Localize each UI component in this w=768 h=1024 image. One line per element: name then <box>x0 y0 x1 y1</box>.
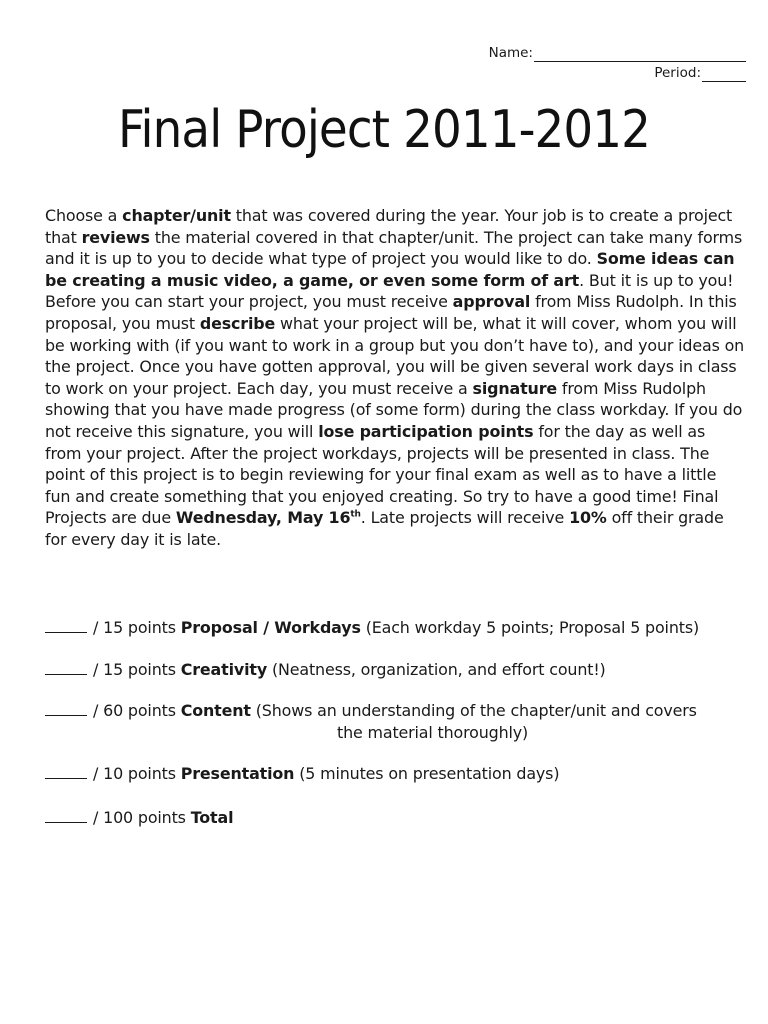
grading-rubric <box>45 617 750 829</box>
rubric-row <box>45 659 750 681</box>
intro-text: from Miss Rudolph showing that you have made progress (of some form) during the class workday. If you do not receive this signature, you will <box>45 378 743 441</box>
header-fields <box>426 44 746 84</box>
intro-bold: describe <box>199 313 276 333</box>
rubric-category: Total <box>190 807 234 827</box>
rubric-detail: (Shows an understanding of the chapter/unit and covers <box>250 701 697 721</box>
rubric-row <box>45 700 750 743</box>
due-date <box>176 508 361 527</box>
rubric-points: / 10 points <box>93 764 181 784</box>
rubric-points: / 60 points <box>93 701 181 721</box>
rubric-text <box>93 617 750 639</box>
due-date-text: Wednesday, May 16 <box>175 508 351 528</box>
intro-bold: signature <box>472 378 558 398</box>
rubric-detail: (Neatness, organization, and effort count!) <box>267 659 606 679</box>
rubric-category: Creativity <box>180 659 268 679</box>
period-blank[interactable] <box>702 67 746 82</box>
intro-text: for the day as well as from your project. After the project workdays, projects will be presented in class. The point of this project is to begin reviewing for your final exam as well as to have a little fun and create something that you enjoyed creating. So try to have a good time! Final Projects are due <box>45 421 719 528</box>
intro-text: the material covered in that chapter/unit. The project can take many forms and it is up to you to decide what type of project you would like to do. <box>45 227 743 269</box>
name-field[interactable] <box>426 44 746 62</box>
rubric-detail: (5 minutes on presentation days) <box>294 764 560 784</box>
score-blank[interactable] <box>45 617 87 633</box>
intro-text: that was covered during the year. Your job is to create a project that <box>45 206 733 247</box>
intro-bold: reviews <box>81 227 150 247</box>
score-blank[interactable] <box>45 807 87 823</box>
intro-bold: lose participation points <box>318 421 534 441</box>
rubric-text <box>93 659 750 681</box>
instructions-paragraph <box>45 205 745 551</box>
name-label: Name: <box>488 45 533 61</box>
rubric-row-total <box>45 807 750 829</box>
rubric-text <box>93 807 750 829</box>
rubric-category: Presentation <box>180 764 295 784</box>
rubric-detail-continued: the material thoroughly) <box>337 722 529 742</box>
rubric-category: Content <box>180 701 251 721</box>
intro-text: what your project will be, what it will cover, whom you will be working with (if you want to work in a group but you don’t have to), and your ideas on the project. Once you have gotten approval, you will be given several work days in class to work on your project. Each day, you must receive a <box>45 313 745 398</box>
score-blank[interactable] <box>45 700 87 716</box>
page-title: Final Project 2011-2012 <box>117 100 651 160</box>
intro-text: . Late projects will receive <box>360 508 570 528</box>
intro-bold: chapter/unit <box>122 206 231 225</box>
rubric-points: / 100 points <box>93 807 191 827</box>
intro-text: . But it is up to you! Before you can start your project, you must receive <box>45 270 734 312</box>
score-blank[interactable] <box>45 763 87 779</box>
period-field[interactable] <box>426 64 746 82</box>
rubric-text <box>93 700 750 743</box>
period-label: Period: <box>654 65 701 81</box>
due-date-suffix: th <box>350 510 361 521</box>
intro-text: off their grade for every day it is late. <box>45 508 724 549</box>
rubric-category: Proposal / Workdays <box>180 618 361 637</box>
intro-text: from Miss Rudolph. In this proposal, you must <box>45 292 737 333</box>
intro-bold: 10% <box>569 508 607 528</box>
intro-bold: approval <box>452 292 531 312</box>
name-blank[interactable] <box>534 47 746 62</box>
rubric-row <box>45 763 750 785</box>
rubric-detail: (Each workday 5 points; Proposal 5 points) <box>360 618 700 637</box>
intro-bold: Some ideas can be creating a music video, a game, or even some form of art <box>45 249 735 290</box>
score-blank[interactable] <box>45 659 87 675</box>
rubric-row <box>45 617 750 639</box>
rubric-points: / 15 points <box>93 618 181 637</box>
intro-text: Choose a <box>45 206 123 225</box>
rubric-points: / 15 points <box>93 659 181 679</box>
rubric-text <box>93 763 750 785</box>
